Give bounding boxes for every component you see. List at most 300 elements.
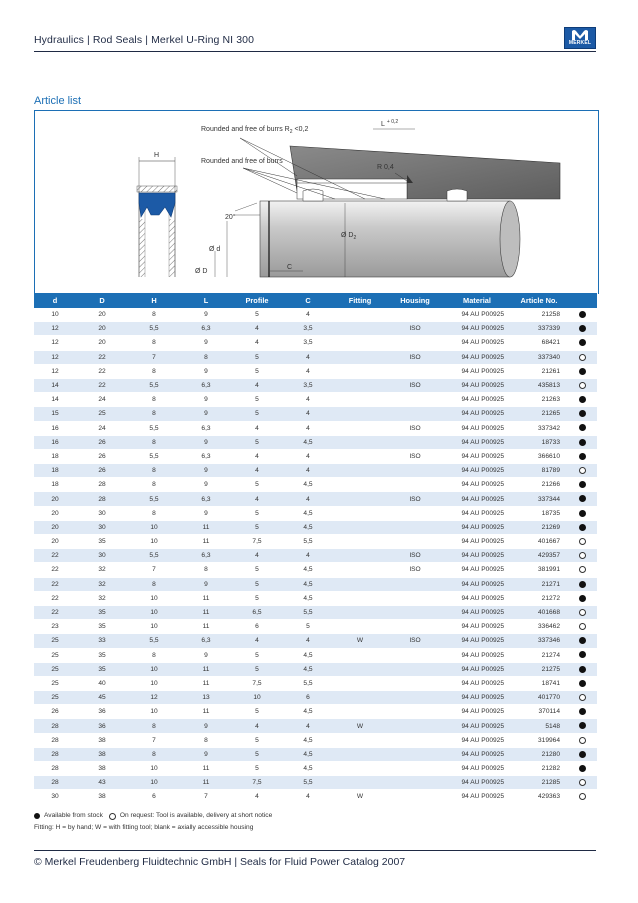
availability-cell	[568, 634, 597, 648]
page-footer: © Merkel Freudenberg Fluidtechnic GmbH | Seals for Fluid Power Catalog 2007	[34, 856, 406, 868]
cell-D: 38	[76, 762, 128, 776]
cell-D: 26	[76, 449, 128, 463]
cell-material: 94 AU P00925	[444, 790, 510, 804]
cell-L: 9	[180, 336, 232, 350]
cell-fitting	[334, 407, 386, 421]
availability-cell	[568, 591, 597, 605]
cell-profile: 4	[232, 634, 282, 648]
legend-available-text: Available from stock	[44, 812, 103, 819]
cell-article-no: 337342	[510, 421, 568, 435]
cell-fitting	[334, 762, 386, 776]
cell-material: 94 AU P00925	[444, 776, 510, 790]
availability-cell	[568, 393, 597, 407]
cell-fitting	[334, 705, 386, 719]
availability-cell	[568, 449, 597, 463]
cell-d: 12	[34, 336, 76, 350]
availability-cell	[568, 506, 597, 520]
filled-circle-icon	[579, 495, 586, 502]
cell-L: 9	[180, 407, 232, 421]
cell-d: 18	[34, 478, 76, 492]
cell-housing	[386, 506, 444, 520]
cell-H: 8	[128, 577, 180, 591]
cell-D: 35	[76, 648, 128, 662]
empty-circle-icon	[579, 552, 586, 559]
cell-profile: 5	[232, 364, 282, 378]
cell-H: 8	[128, 506, 180, 520]
cell-D: 24	[76, 393, 128, 407]
cell-profile: 4	[232, 336, 282, 350]
cell-material: 94 AU P00925	[444, 478, 510, 492]
table-row	[34, 478, 597, 492]
filled-circle-icon	[579, 396, 586, 403]
cell-fitting	[334, 605, 386, 619]
table-row	[34, 506, 597, 520]
table-row	[34, 790, 597, 804]
cell-d: 25	[34, 648, 76, 662]
cell-H: 7	[128, 733, 180, 747]
cell-fitting	[334, 520, 386, 534]
empty-circle-icon	[579, 467, 586, 474]
cell-fitting	[334, 620, 386, 634]
cell-C: 5	[282, 620, 334, 634]
cell-H: 8	[128, 478, 180, 492]
cell-d: 20	[34, 535, 76, 549]
seal-installation-drawing	[34, 110, 599, 294]
cell-D: 30	[76, 549, 128, 563]
availability-cell	[568, 705, 597, 719]
cell-H: 5,5	[128, 549, 180, 563]
cell-L: 9	[180, 435, 232, 449]
cell-H: 10	[128, 535, 180, 549]
cell-material: 94 AU P00925	[444, 705, 510, 719]
cell-C: 5,5	[282, 776, 334, 790]
cell-H: 5,5	[128, 322, 180, 336]
filled-circle-icon	[579, 510, 586, 517]
cell-housing	[386, 676, 444, 690]
table-row	[34, 563, 597, 577]
table-row	[34, 549, 597, 563]
cell-profile: 6	[232, 620, 282, 634]
cell-C: 4,5	[282, 733, 334, 747]
cell-profile: 5	[232, 563, 282, 577]
cell-d: 20	[34, 520, 76, 534]
cell-H: 8	[128, 393, 180, 407]
availability-cell	[568, 350, 597, 364]
cell-L: 6,3	[180, 421, 232, 435]
cell-D: 20	[76, 308, 128, 322]
footer-divider	[34, 850, 596, 851]
cell-C: 3,5	[282, 322, 334, 336]
cell-L: 8	[180, 733, 232, 747]
availability-cell	[568, 676, 597, 690]
cell-L: 9	[180, 464, 232, 478]
cell-d: 28	[34, 733, 76, 747]
cell-housing	[386, 364, 444, 378]
cell-profile: 5	[232, 393, 282, 407]
cell-C: 5,5	[282, 605, 334, 619]
col-housing: Housing	[386, 293, 444, 308]
cell-profile: 5	[232, 662, 282, 676]
cell-H: 8	[128, 364, 180, 378]
table-row	[34, 393, 597, 407]
cell-L: 7	[180, 790, 232, 804]
availability-cell	[568, 336, 597, 350]
table-row	[34, 407, 597, 421]
filled-circle-icon	[579, 453, 586, 460]
filled-circle-icon	[579, 311, 586, 318]
cell-material: 94 AU P00925	[444, 577, 510, 591]
cell-fitting	[334, 478, 386, 492]
availability-cell	[568, 478, 597, 492]
cell-L: 11	[180, 705, 232, 719]
cell-C: 4	[282, 719, 334, 733]
cell-H: 8	[128, 407, 180, 421]
cell-C: 4	[282, 492, 334, 506]
cell-C: 4,5	[282, 520, 334, 534]
label-rounded-r2: Rounded and free of burrs $R_2 <0,2$	[201, 126, 309, 135]
cell-article-no: 337339	[510, 322, 568, 336]
availability-cell	[568, 435, 597, 449]
cell-profile: 5	[232, 733, 282, 747]
table-row	[34, 776, 597, 790]
cell-D: 32	[76, 591, 128, 605]
cell-D: 26	[76, 435, 128, 449]
cell-d: 25	[34, 676, 76, 690]
cell-L: 11	[180, 620, 232, 634]
cell-D: 35	[76, 662, 128, 676]
cell-D: 20	[76, 322, 128, 336]
cell-H: 10	[128, 705, 180, 719]
availability-cell	[568, 719, 597, 733]
header-divider	[34, 51, 596, 52]
cell-L: 11	[180, 605, 232, 619]
filled-circle-icon	[579, 595, 586, 602]
filled-circle-icon	[579, 325, 586, 332]
article-table-body	[34, 308, 597, 804]
label-D2: Ø $D_2$	[341, 232, 357, 241]
availability-cell	[568, 762, 597, 776]
col-availability	[568, 293, 597, 308]
cell-C: 4,5	[282, 577, 334, 591]
filled-circle-icon	[579, 339, 586, 346]
availability-cell	[568, 535, 597, 549]
empty-circle-icon	[579, 354, 586, 361]
cell-D: 38	[76, 790, 128, 804]
cell-article-no: 366610	[510, 449, 568, 463]
cell-d: 30	[34, 790, 76, 804]
cell-L: 11	[180, 591, 232, 605]
cell-H: 8	[128, 747, 180, 761]
cell-H: 8	[128, 464, 180, 478]
cell-d: 28	[34, 762, 76, 776]
filled-circle-icon	[579, 439, 586, 446]
cell-C: 4,5	[282, 478, 334, 492]
cell-d: 22	[34, 577, 76, 591]
table-row	[34, 747, 597, 761]
cell-housing	[386, 591, 444, 605]
cell-H: 5,5	[128, 378, 180, 392]
cell-d: 12	[34, 350, 76, 364]
filled-circle-icon	[579, 410, 586, 417]
cell-material: 94 AU P00925	[444, 535, 510, 549]
cell-C: 4	[282, 421, 334, 435]
col-D: D	[76, 293, 128, 308]
cell-C: 5,5	[282, 676, 334, 690]
cell-profile: 5	[232, 762, 282, 776]
cell-profile: 5	[232, 407, 282, 421]
logo-wordmark: MERKEL	[568, 40, 592, 46]
cell-article-no: 381991	[510, 563, 568, 577]
cell-L: 6,3	[180, 449, 232, 463]
cell-D: 22	[76, 378, 128, 392]
cell-article-no: 21271	[510, 577, 568, 591]
cell-material: 94 AU P00925	[444, 719, 510, 733]
cell-article-no: 370114	[510, 705, 568, 719]
empty-circle-icon	[579, 793, 586, 800]
table-row	[34, 591, 597, 605]
cell-L: 9	[180, 506, 232, 520]
cell-material: 94 AU P00925	[444, 336, 510, 350]
merkel-logo	[564, 27, 596, 49]
cell-profile: 5	[232, 435, 282, 449]
cell-fitting	[334, 506, 386, 520]
cell-D: 35	[76, 605, 128, 619]
cell-d: 15	[34, 407, 76, 421]
cell-profile: 5	[232, 705, 282, 719]
filled-circle-icon	[579, 651, 586, 658]
availability-cell	[568, 520, 597, 534]
table-row	[34, 719, 597, 733]
cell-L: 11	[180, 762, 232, 776]
cell-fitting	[334, 492, 386, 506]
cell-profile: 7,5	[232, 676, 282, 690]
cell-H: 8	[128, 308, 180, 322]
cell-article-no: 337340	[510, 350, 568, 364]
cell-L: 9	[180, 648, 232, 662]
cell-article-no: 401668	[510, 605, 568, 619]
legend	[34, 810, 272, 834]
cell-article-no: 401667	[510, 535, 568, 549]
cell-L: 9	[180, 393, 232, 407]
availability-cell	[568, 648, 597, 662]
cell-L: 9	[180, 577, 232, 591]
cell-C: 5,5	[282, 535, 334, 549]
cell-profile: 5	[232, 506, 282, 520]
cell-profile: 5	[232, 520, 282, 534]
availability-cell	[568, 407, 597, 421]
cell-H: 10	[128, 605, 180, 619]
cell-material: 94 AU P00925	[444, 322, 510, 336]
cell-D: 38	[76, 747, 128, 761]
filled-circle-icon	[579, 708, 586, 715]
cell-material: 94 AU P00925	[444, 308, 510, 322]
cell-L: 6,3	[180, 634, 232, 648]
cell-d: 28	[34, 747, 76, 761]
cell-D: 25	[76, 407, 128, 421]
filled-circle-icon	[579, 368, 586, 375]
cell-article-no: 21269	[510, 520, 568, 534]
cell-D: 36	[76, 719, 128, 733]
cell-H: 10	[128, 676, 180, 690]
cell-housing	[386, 605, 444, 619]
cell-H: 5,5	[128, 634, 180, 648]
cell-article-no: 429357	[510, 549, 568, 563]
cell-d: 16	[34, 421, 76, 435]
cell-material: 94 AU P00925	[444, 648, 510, 662]
cell-profile: 6,5	[232, 605, 282, 619]
col-article-no: Article No.	[510, 293, 568, 308]
cell-profile: 4	[232, 719, 282, 733]
col-material: Material	[444, 293, 510, 308]
cell-D: 38	[76, 733, 128, 747]
availability-cell	[568, 308, 597, 322]
cell-H: 5,5	[128, 421, 180, 435]
cell-D: 33	[76, 634, 128, 648]
cell-C: 4,5	[282, 506, 334, 520]
cell-profile: 5	[232, 478, 282, 492]
cell-material: 94 AU P00925	[444, 435, 510, 449]
cell-profile: 5	[232, 308, 282, 322]
cell-profile: 4	[232, 464, 282, 478]
table-row	[34, 492, 597, 506]
cell-fitting	[334, 364, 386, 378]
cell-housing: ISO	[386, 350, 444, 364]
cell-D: 22	[76, 350, 128, 364]
cell-D: 32	[76, 563, 128, 577]
cell-material: 94 AU P00925	[444, 393, 510, 407]
label-rounded: Rounded and free of burrs	[201, 158, 283, 165]
cell-article-no: 21263	[510, 393, 568, 407]
cell-article-no: 18733	[510, 435, 568, 449]
cell-H: 8	[128, 435, 180, 449]
cell-housing	[386, 648, 444, 662]
cell-profile: 4	[232, 421, 282, 435]
filled-circle-icon	[579, 765, 586, 772]
label-D: Ø D	[195, 268, 208, 275]
cell-fitting	[334, 449, 386, 463]
cell-H: 8	[128, 719, 180, 733]
cell-article-no: 21261	[510, 364, 568, 378]
cell-article-no: 21275	[510, 662, 568, 676]
availability-cell	[568, 790, 597, 804]
col-fitting: Fitting	[334, 293, 386, 308]
cell-profile: 10	[232, 691, 282, 705]
cell-profile: 5	[232, 648, 282, 662]
table-row	[34, 676, 597, 690]
cell-D: 30	[76, 506, 128, 520]
cell-d: 12	[34, 364, 76, 378]
cell-housing: ISO	[386, 549, 444, 563]
cell-L: 9	[180, 478, 232, 492]
cell-profile: 5	[232, 577, 282, 591]
cell-housing	[386, 464, 444, 478]
cell-fitting	[334, 577, 386, 591]
cell-fitting	[334, 733, 386, 747]
cell-d: 22	[34, 549, 76, 563]
legend-on-request-text: On request: Tool is available, delivery at short notice	[119, 812, 273, 819]
cell-d: 23	[34, 620, 76, 634]
cell-C: 4,5	[282, 563, 334, 577]
cell-article-no: 21282	[510, 762, 568, 776]
cell-fitting	[334, 776, 386, 790]
cell-L: 11	[180, 776, 232, 790]
cell-housing: ISO	[386, 322, 444, 336]
filled-circle-icon	[579, 524, 586, 531]
cell-material: 94 AU P00925	[444, 563, 510, 577]
cell-profile: 4	[232, 378, 282, 392]
cell-material: 94 AU P00925	[444, 762, 510, 776]
cell-material: 94 AU P00925	[444, 464, 510, 478]
cell-housing: ISO	[386, 563, 444, 577]
cell-housing	[386, 535, 444, 549]
label-d: Ø d	[209, 246, 221, 253]
cell-H: 10	[128, 662, 180, 676]
cell-article-no: 429363	[510, 790, 568, 804]
cell-fitting	[334, 322, 386, 336]
cell-C: 4	[282, 634, 334, 648]
cell-profile: 4	[232, 549, 282, 563]
table-row	[34, 308, 597, 322]
cell-L: 9	[180, 364, 232, 378]
cell-D: 45	[76, 691, 128, 705]
cell-d: 18	[34, 464, 76, 478]
col-d: d	[34, 293, 76, 308]
cell-material: 94 AU P00925	[444, 733, 510, 747]
cell-housing	[386, 776, 444, 790]
cell-material: 94 AU P00925	[444, 350, 510, 364]
filled-circle-icon	[579, 637, 586, 644]
cell-fitting	[334, 421, 386, 435]
cell-housing	[386, 520, 444, 534]
cell-article-no: 21274	[510, 648, 568, 662]
empty-circle-icon	[579, 609, 586, 616]
table-row	[34, 378, 597, 392]
table-row	[34, 464, 597, 478]
cell-d: 14	[34, 378, 76, 392]
cell-profile: 4	[232, 322, 282, 336]
cell-fitting: W	[334, 719, 386, 733]
availability-cell	[568, 563, 597, 577]
cell-L: 6,3	[180, 378, 232, 392]
availability-cell	[568, 747, 597, 761]
empty-circle-icon	[579, 538, 586, 545]
availability-cell	[568, 549, 597, 563]
cell-material: 94 AU P00925	[444, 549, 510, 563]
cell-material: 94 AU P00925	[444, 620, 510, 634]
cell-C: 4,5	[282, 747, 334, 761]
cell-D: 36	[76, 705, 128, 719]
cell-fitting	[334, 378, 386, 392]
table-row	[34, 605, 597, 619]
cell-article-no: 401770	[510, 691, 568, 705]
cell-d: 28	[34, 776, 76, 790]
table-row	[34, 435, 597, 449]
cell-D: 43	[76, 776, 128, 790]
empty-circle-icon	[579, 779, 586, 786]
empty-circle-icon	[579, 566, 586, 573]
cell-D: 20	[76, 336, 128, 350]
filled-circle-icon	[579, 722, 586, 729]
legend-availability-row	[34, 810, 272, 822]
cell-C: 4,5	[282, 648, 334, 662]
cell-D: 28	[76, 492, 128, 506]
cell-d: 18	[34, 449, 76, 463]
cell-housing	[386, 336, 444, 350]
cell-fitting	[334, 464, 386, 478]
col-C: C	[282, 293, 334, 308]
cell-D: 28	[76, 478, 128, 492]
cell-profile: 5	[232, 591, 282, 605]
